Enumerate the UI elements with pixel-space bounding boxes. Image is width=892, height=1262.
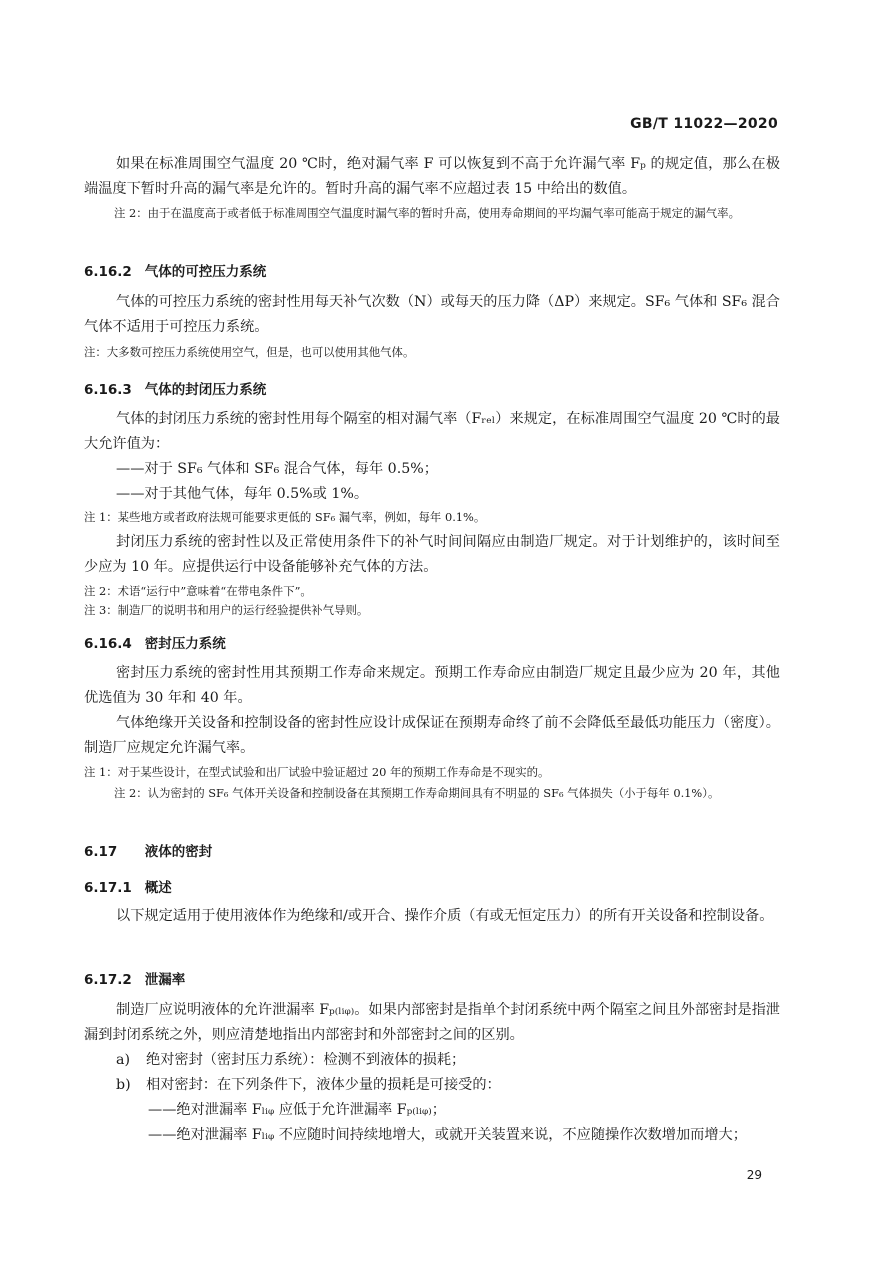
- list-text: 绝对密封（密封压力系统）：检测不到液体的损耗；: [146, 1052, 466, 1068]
- section-6-16-4-body: [84, 661, 780, 803]
- section-heading-6-17-2: [84, 968, 185, 988]
- list-item-a: [84, 1048, 780, 1073]
- dash-item: ——绝对泄漏率 Fₗᵢᵩ 应低于允许泄漏率 Fₚ₍ₗᵢᵩ₎；: [148, 1102, 446, 1118]
- body-paragraph: 气体绝缘开关设备和控制设备的密封性应设计成保证在预期寿命终了前不会降低至最低功能压力（密度）。制造厂应规定允许漏气率。: [84, 715, 780, 756]
- body-paragraph: 封闭压力系统的密封性以及正常使用条件下的补气时间间隔应由制造厂规定。对于计划维护的，该时间至少应为 10 年。应提供运行中设备能够补充气体的方法。: [84, 534, 780, 575]
- section-number: 6.17: [84, 844, 118, 860]
- body-paragraph: 制造厂应说明液体的允许泄漏率 Fₚ₍ₗᵢᵩ₎。如果内部密封是指单个封闭系统中两个隔室之间且外部密封是指泄漏到封闭系统之外，则应清楚地指出内部密封和外部密封之间的区别。: [84, 1002, 780, 1043]
- body-paragraph: 以下规定适用于使用液体作为绝缘和/或开合、操作介质（有或无恒定压力）的所有开关设备和控制设备。: [116, 908, 774, 924]
- section-title: 概述: [144, 880, 172, 896]
- body-paragraph: 如果在标准周围空气温度 20 ℃时，绝对漏气率 F 可以恢复到不高于允许漏气率 Fₚ 的规定值，那么在极端温度下暂时升高的漏气率是允许的。暂时升高的漏气率不应超过表 15 中给出的数值。: [84, 156, 780, 197]
- body-paragraph: 气体的可控压力系统的密封性用每天补气次数（N）或每天的压力降（ΔP）来规定。SF₆ 气体和 SF₆ 混合气体不适用于可控压力系统。: [84, 294, 780, 335]
- list-label: a): [116, 1052, 130, 1068]
- section-heading-6-17: [84, 840, 212, 860]
- note: 注 2：认为密封的 SF₆ 气体开关设备和控制设备在其预期工作寿命期间具有不明显的 SF₆ 气体损失（小于每年 0.1%）。: [114, 786, 720, 800]
- section-title: 密封压力系统: [144, 636, 226, 652]
- section-6-17-1-body: [84, 904, 780, 929]
- dash-item: ——对于 SF₆ 气体和 SF₆ 混合气体，每年 0.5%；: [116, 461, 438, 477]
- section-6-16-3-body: [84, 407, 780, 620]
- dash-item-text: ——绝对泄漏率 Fₗᵢᵩ 不应随时间持续地增大，或就开关装置来说，不应随操作次数增加而增大；: [148, 1127, 747, 1143]
- section-number: 6.17.2: [84, 972, 132, 988]
- note: 注 1：某些地方或者政府法规可能要求更低的 SF₆ 漏气率，例如，每年 0.1%。: [84, 510, 486, 524]
- list-item-b: [84, 1073, 780, 1098]
- body-paragraph: 气体的封闭压力系统的密封性用每个隔室的相对漏气率（Fᵣₑₗ）来规定，在标准周围空气温度 20 ℃时的最大允许值为：: [84, 411, 780, 452]
- note: 注：大多数可控压力系统使用空气，但是，也可以使用其他气体。: [84, 345, 415, 359]
- dash-item: [84, 1123, 780, 1148]
- section-number: 6.16.2: [84, 264, 132, 280]
- section-title: 泄漏率: [144, 972, 186, 988]
- intro-paragraph-block: [84, 152, 780, 223]
- section-6-17-2-body: [84, 998, 780, 1148]
- dash-item: ——对于其他气体，每年 0.5%或 1%。: [116, 486, 369, 502]
- note: 注 2：由于在温度高于或者低于标准周围空气温度时漏气率的暂时升高，使用寿命期间的平均漏气率可能高于规定的漏气率。: [114, 206, 740, 220]
- list-text: 相对密封：在下列条件下，液体少量的损耗是可接受的：: [146, 1077, 501, 1093]
- note: 注 2：术语“运行中”意味着“在带电条件下”。: [84, 584, 312, 598]
- note: 注 3：制造厂的说明书和用户的运行经验提供补气导则。: [84, 603, 369, 617]
- section-title: 液体的密封: [144, 844, 213, 860]
- page-number: 29: [746, 1168, 762, 1182]
- note: 注 1：对于某些设计，在型式试验和出厂试验中验证超过 20 年的预期工作寿命是不现实的。: [84, 765, 550, 779]
- standard-number: GB/T 11022—2020: [630, 116, 778, 132]
- section-6-16-2-body: [84, 290, 780, 362]
- section-title: 气体的可控压力系统: [144, 264, 267, 280]
- section-title: 气体的封闭压力系统: [144, 382, 267, 398]
- section-heading-6-16-3: [84, 378, 266, 398]
- section-heading-6-17-1: [84, 876, 172, 896]
- section-number: 6.16.4: [84, 636, 132, 652]
- section-heading-6-16-4: [84, 632, 226, 652]
- list-label: b): [116, 1077, 131, 1093]
- section-number: 6.16.3: [84, 382, 132, 398]
- section-number: 6.17.1: [84, 880, 132, 896]
- section-heading-6-16-2: [84, 260, 266, 280]
- body-paragraph: 密封压力系统的密封性用其预期工作寿命来规定。预期工作寿命应由制造厂规定且最少应为 20 年，其他优选值为 30 年和 40 年。: [84, 665, 780, 706]
